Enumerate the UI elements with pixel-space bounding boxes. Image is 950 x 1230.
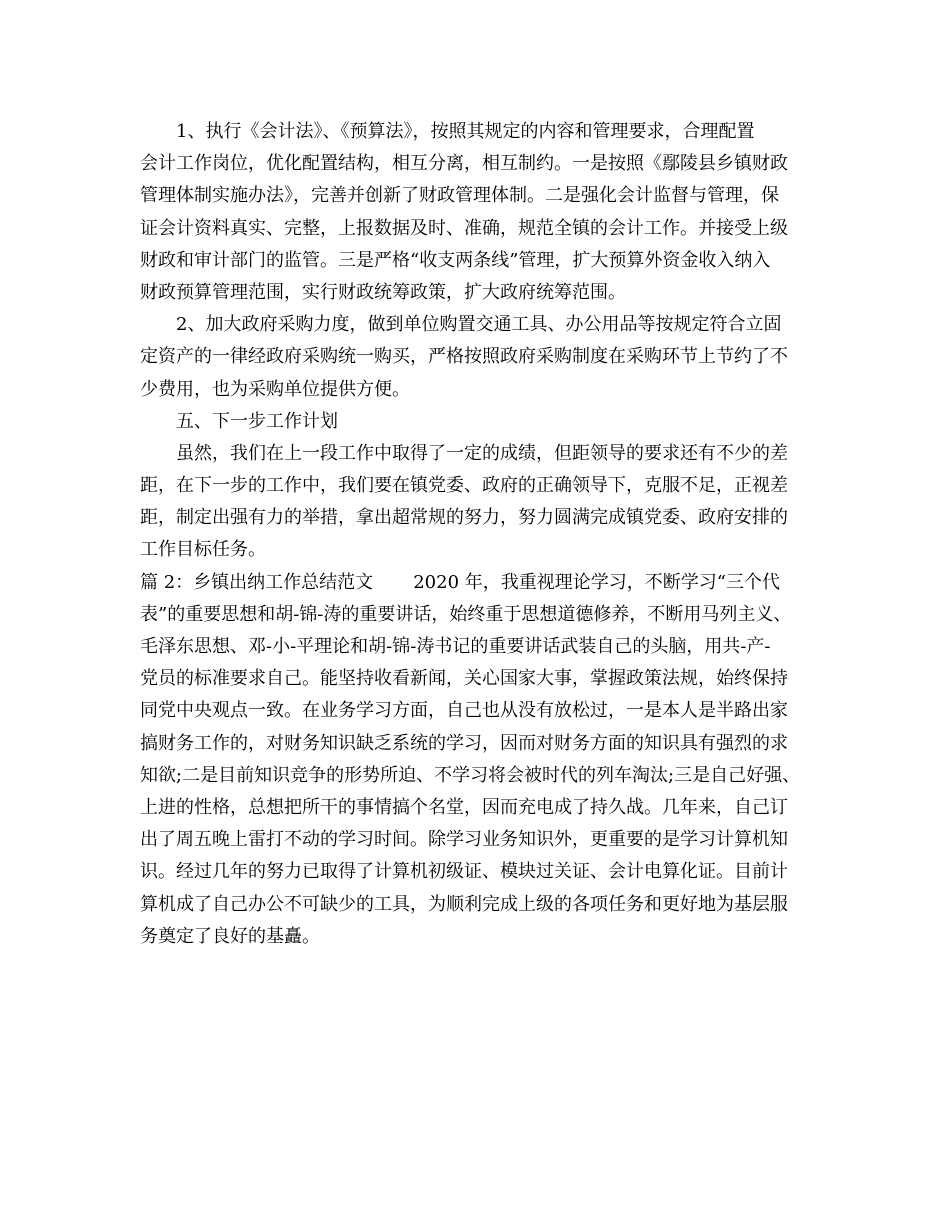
- text-line: 定资产的一律经政府采购统一购买，严格按照政府采购制度在采购环节上节约了不: [140, 346, 788, 368]
- text-line: 务奠定了良好的基矗。: [140, 925, 320, 947]
- text-line: 算机成了自己办公不可缺少的工具，为顺利完成上级的各项任务和更好地为基层服: [140, 893, 788, 915]
- text-line: 搞财务工作的，对财务知识缺乏系统的学习，因而对财务方面的知识具有强烈的求: [140, 732, 788, 754]
- text-line: 出了周五晚上雷打不动的学习时间。除学习业务知识外，更重要的是学习计算机知: [140, 829, 788, 851]
- paragraph-procurement: [140, 309, 816, 406]
- document-body: [140, 116, 816, 953]
- text-line: 知欲;二是目前知识竞争的形势所迫、不学习将会被时代的列车淘汰;三是自己好强、: [140, 764, 801, 786]
- text-line: 识。经过几年的努力已取得了计算机初级证、模块过关证、会计电算化证。目前计: [140, 861, 788, 883]
- text-line: 篇 2：乡镇出纳工作总结范文 2020 年，我重视理论学习，不断学习“三个代: [140, 571, 780, 593]
- text-line: 会计工作岗位，优化配置结构，相互分离，相互制约。一是按照《鄢陵县乡镇财政: [140, 153, 788, 175]
- text-line: 距，制定出强有力的举措，拿出超常规的努力，努力圆满完成镇党委、政府安排的: [140, 507, 788, 529]
- paragraph-article-2: [140, 567, 816, 953]
- text-line: 少费用，也为采购单位提供方便。: [140, 378, 410, 400]
- text-line: 毛泽东思想、邓-小-平理论和胡-锦-涛书记的重要讲话武装自己的头脑，用共-产-: [140, 636, 771, 657]
- text-line: 表”的重要思想和胡-锦-涛的重要讲话，始终重于思想道德修养，不断用马列主义、: [140, 603, 792, 625]
- text-line: 证会计资料真实、完整，上报数据及时、准确，规范全镇的会计工作。并接受上级: [140, 217, 788, 239]
- section-heading-next-plan: [140, 406, 816, 438]
- text-line: 财政和审计部门的监管。三是严格“收支两条线”管理，扩大预算外资金收入纳入: [140, 249, 771, 271]
- paragraph-accounting-law: [140, 116, 816, 309]
- text-line: 上进的性格，总想把所干的事情搞个名堂，因而充电成了持久战。几年来，自己订: [140, 796, 788, 818]
- text-line: 工作目标任务。: [140, 539, 266, 561]
- text-line: 同党中央观点一致。在业务学习方面，自己也从没有放松过，一是本人是半路出家: [140, 700, 788, 722]
- text-line: 2、加大政府采购力度，做到单位购置交通工具、办公用品等按规定符合立固: [176, 314, 782, 336]
- text-line: 1、执行《会计法》、《预算法》，按照其规定的内容和管理要求，合理配置: [176, 121, 755, 142]
- paragraph-next-plan: [140, 438, 816, 567]
- text-line: 财政预算管理范围，实行财政统筹政策，扩大政府统筹范围。: [140, 281, 626, 303]
- text-line: 管理体制实施办法》，完善并创新了财政管理体制。二是强化会计监督与管理，保: [140, 185, 779, 207]
- text-line: 虽然，我们在上一段工作中取得了一定的成绩，但距领导的要求还有不少的差: [176, 442, 788, 464]
- text-line: 距，在下一步的工作中，我们要在镇党委、政府的正确领导下，克服不足，正视差: [140, 475, 788, 497]
- text-line: 五、下一步工作计划: [176, 410, 338, 432]
- text-line: 党员的标准要求自己。能坚持收看新闻，关心国家大事，掌握政策法规，始终保持: [140, 668, 788, 690]
